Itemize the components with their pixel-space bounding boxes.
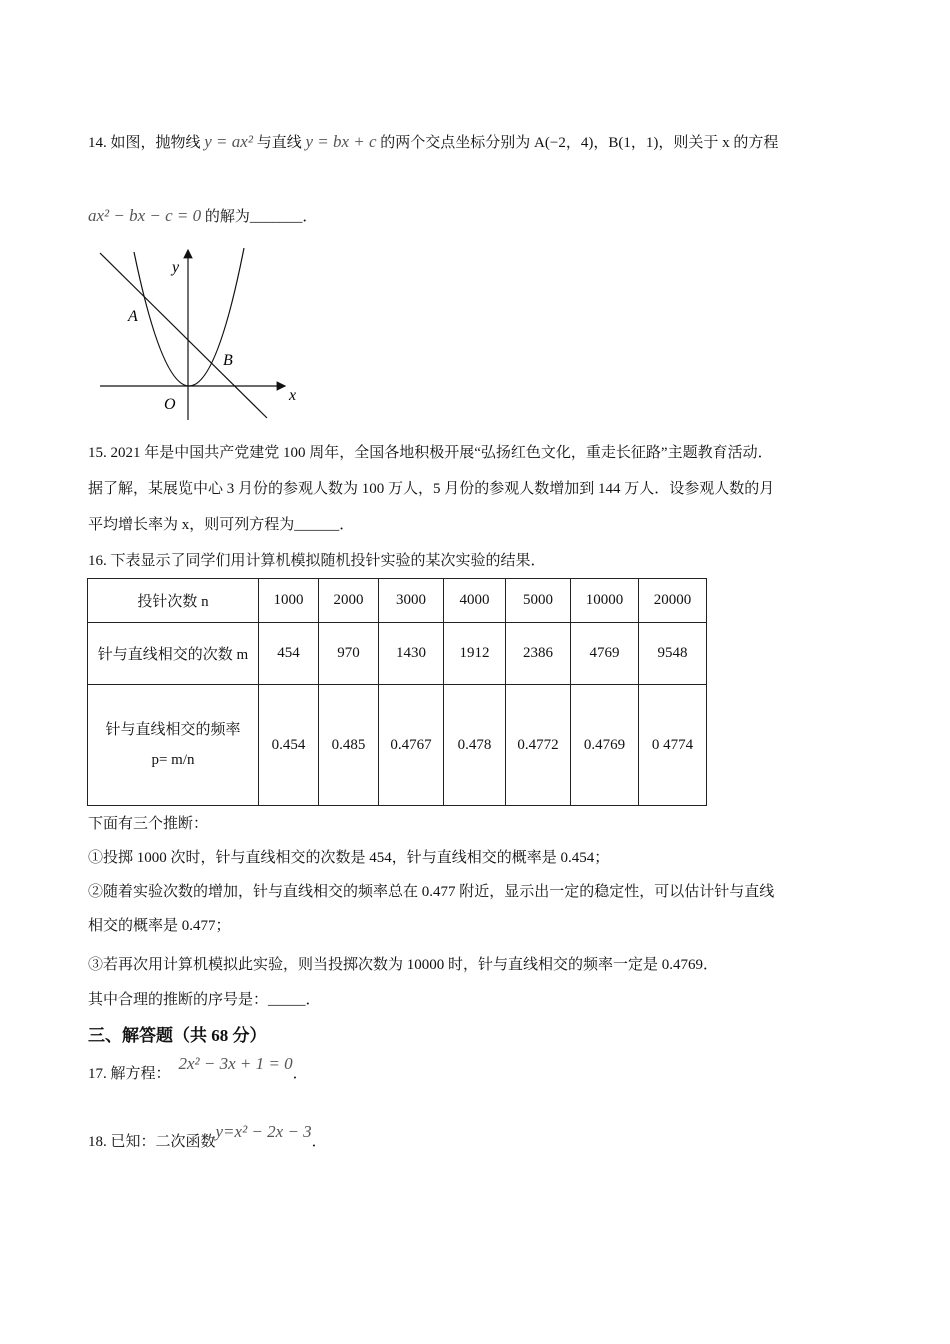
cell: 0 4774 — [639, 685, 707, 806]
q17: 17. 解方程：2x² − 3x + 1 = 0． — [88, 1054, 308, 1082]
cell: 0.4767 — [379, 685, 444, 806]
q15-line: 15. 2021 年是中国共产党建党 100 周年，全国各地积极开展“弘扬红色文化，重走长征路”主题教育活动． — [88, 445, 773, 461]
q16-line: 其中合理的推断的序号是：_____． — [88, 992, 321, 1008]
row-header: 针与直线相交的次数 m — [88, 623, 259, 685]
q14-line2: ax² − bx − c = 0 的解为_______． — [88, 206, 318, 225]
q18: 18. 已知：二次函数y=x² − 2x − 3． — [88, 1122, 327, 1150]
q16-intro: 16. 下表显示了同学们用计算机模拟随机投针实验的某次实验的结果． — [88, 553, 546, 569]
table-row — [88, 623, 707, 685]
cell: 0.4769 — [571, 685, 639, 806]
cell: 3000 — [379, 579, 444, 623]
line-curve — [100, 253, 267, 418]
q14-line1: 14. 如图，抛物线 y = ax² 与直线 y = bx + c 的两个交点坐标分别为 A(−2，4)，B(1，1)，则关于 x 的方程 — [88, 132, 779, 151]
cell: 970 — [319, 623, 379, 685]
point-b-label: B — [223, 352, 233, 369]
table-row — [88, 685, 707, 806]
q16-line: ①投掷 1000 次时，针与直线相交的次数是 454，针与直线相交的概率是 0.454； — [88, 850, 610, 866]
cell: 10000 — [571, 579, 639, 623]
results-table — [87, 578, 707, 806]
row-header: 投针次数 n — [88, 579, 259, 623]
q16-line: 相交的概率是 0.477； — [88, 918, 231, 934]
section-heading: 三、解答题（共 68 分） — [88, 1026, 267, 1045]
cell: 20000 — [639, 579, 707, 623]
q16-line: ②随着实验次数的增加，针与直线相交的频率总在 0.477 附近，显示出一定的稳定性，可以估计针与直线 — [88, 884, 775, 900]
origin-label: O — [164, 396, 176, 413]
cell: 5000 — [506, 579, 571, 623]
cell: 9548 — [639, 623, 707, 685]
q16-line: 下面有三个推断： — [88, 816, 209, 832]
cell: 4769 — [571, 623, 639, 685]
cell: 1000 — [259, 579, 319, 623]
cell: 0.454 — [259, 685, 319, 806]
x-label: x — [289, 387, 297, 404]
cell: 2386 — [506, 623, 571, 685]
parabola-figure — [80, 240, 320, 420]
row-header: 针与直线相交的频率 p= m/n — [88, 685, 259, 806]
cell: 2000 — [319, 579, 379, 623]
cell: 0.478 — [444, 685, 506, 806]
cell: 454 — [259, 623, 319, 685]
cell: 1912 — [444, 623, 506, 685]
q16-line: ③若再次用计算机模拟此实验，则当投掷次数为 10000 时，针与直线相交的频率一定是 0.4769． — [88, 957, 719, 973]
q15-line: 平均增长率为 x，则可列方程为______． — [88, 517, 355, 533]
y-label: y — [172, 259, 180, 276]
cell: 1430 — [379, 623, 444, 685]
cell: 0.4772 — [506, 685, 571, 806]
cell: 4000 — [444, 579, 506, 623]
q15-line: 据了解，某展览中心 3 月份的参观人数为 100 万人，5 月份的参观人数增加到 144 万人．设参观人数的月 — [88, 481, 775, 497]
point-a-label: A — [128, 308, 138, 325]
cell: 0.485 — [319, 685, 379, 806]
table-row — [88, 579, 707, 623]
